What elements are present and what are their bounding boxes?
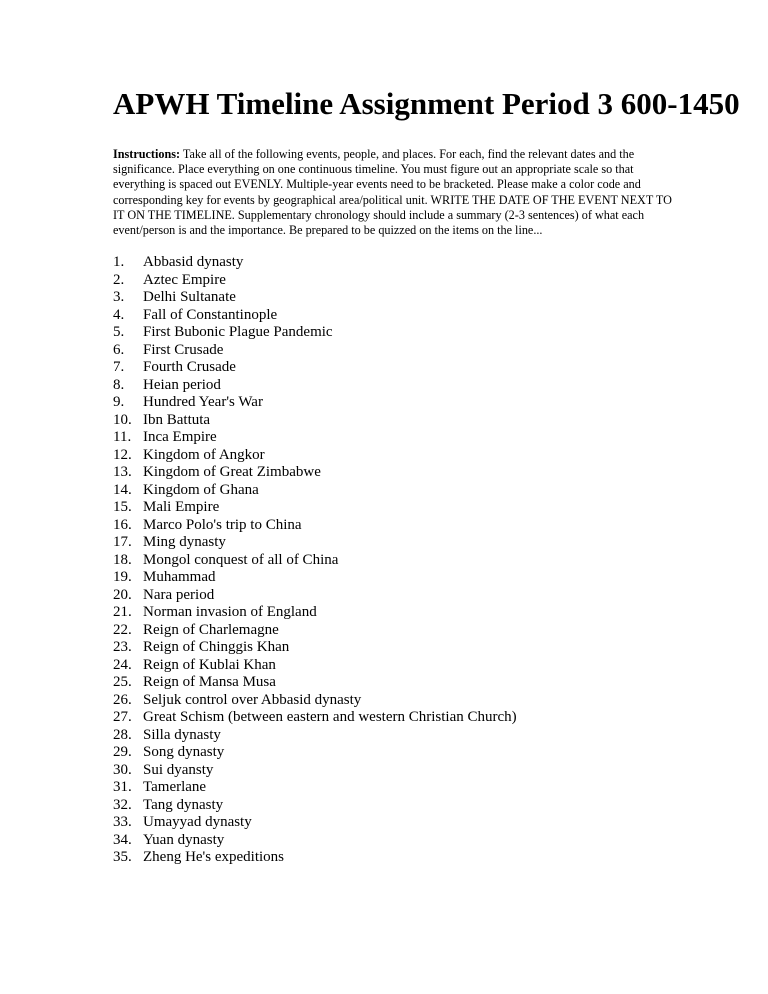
list-item xyxy=(113,587,517,605)
list-item xyxy=(113,797,517,815)
list-item-text: Kingdom of Ghana xyxy=(143,481,259,498)
list-item-text: Delhi Sultanate xyxy=(143,289,236,305)
list-item-text: Reign of Chinggis Khan xyxy=(143,639,290,655)
list-item xyxy=(113,674,517,692)
list-item xyxy=(113,324,517,342)
list-item-text: Zheng He's expeditions xyxy=(143,849,285,865)
instructions-text: Take all of the following events, people, and places. For each, find the relevant dates and the significance. Place everything on one continuous timeline. You must figure out an appropriate scale so that everything is spaced out EVENLY. Multiple-year events need to be bracketed. Please make a color code and corresponding key for events by geographical area/political unit. WRITE THE DATE OF THE EVENT NEXT TO IT ON THE TIMELINE. Supplementary chronology should include a summary (2-3 sentences) of what each event/person is and the importance. Be prepared to be quizzed on the items on the line... xyxy=(113,147,672,238)
list-item-text: Marco Polo's trip to China xyxy=(143,516,302,533)
list-item-number: 30. xyxy=(113,761,132,778)
list-item-text: First Crusade xyxy=(143,341,224,358)
list-item-number: 27. xyxy=(113,709,132,725)
page-title: APWH Timeline Assignment Period 3 600-1450 xyxy=(113,86,740,121)
list-item xyxy=(113,552,517,570)
list-item xyxy=(113,499,517,517)
list-item xyxy=(113,464,517,482)
list-item-number: 34. xyxy=(113,831,132,848)
list-item xyxy=(113,762,517,780)
list-item-number: 11. xyxy=(113,429,132,445)
list-item xyxy=(113,254,517,272)
list-item-number: 9. xyxy=(113,394,125,410)
list-item-number: 25. xyxy=(113,674,132,690)
list-item xyxy=(113,692,517,710)
list-item xyxy=(113,429,517,447)
list-item-number: 13. xyxy=(113,464,132,480)
list-item-text: Mongol conquest of all of China xyxy=(143,551,339,568)
list-item-text: Yuan dynasty xyxy=(143,831,225,848)
list-item-number: 6. xyxy=(113,341,125,358)
list-item-number: 23. xyxy=(113,639,132,655)
list-item-number: 21. xyxy=(113,604,132,620)
list-item-text: Reign of Charlemagne xyxy=(143,621,279,638)
list-item-number: 17. xyxy=(113,534,132,550)
list-item xyxy=(113,412,517,430)
list-item-text: Abbasid dynasty xyxy=(143,254,244,270)
list-item-number: 19. xyxy=(113,569,132,585)
list-item xyxy=(113,307,517,325)
list-item-number: 14. xyxy=(113,481,132,498)
list-item-text: Silla dynasty xyxy=(143,726,221,743)
list-item-text: Ibn Battuta xyxy=(143,411,211,428)
list-item-number: 10. xyxy=(113,411,132,428)
list-item-number: 33. xyxy=(113,814,132,830)
list-item-text: Heian period xyxy=(143,376,221,393)
list-item xyxy=(113,342,517,360)
list-item-number: 4. xyxy=(113,306,125,323)
list-item-text: Norman invasion of England xyxy=(143,604,317,620)
list-item-text: Aztec Empire xyxy=(143,271,226,288)
list-item xyxy=(113,534,517,552)
list-item xyxy=(113,482,517,500)
list-item xyxy=(113,377,517,395)
list-item xyxy=(113,359,517,377)
list-item-number: 31. xyxy=(113,779,132,795)
list-item-text: Umayyad dynasty xyxy=(143,814,252,830)
list-item-text: Sui dyansty xyxy=(143,761,214,778)
list-item xyxy=(113,272,517,290)
list-item-number: 32. xyxy=(113,796,132,813)
list-item xyxy=(113,744,517,762)
list-item-text: Kingdom of Angkor xyxy=(143,446,265,463)
list-item-text: Nara period xyxy=(143,586,215,603)
list-item xyxy=(113,639,517,657)
list-item xyxy=(113,447,517,465)
list-item xyxy=(113,394,517,412)
list-item-number: 28. xyxy=(113,726,132,743)
list-item xyxy=(113,814,517,832)
list-item xyxy=(113,709,517,727)
list-item-number: 7. xyxy=(113,359,125,375)
list-item-text: Fourth Crusade xyxy=(143,359,236,375)
list-item-number: 12. xyxy=(113,446,132,463)
list-item-text: Song dynasty xyxy=(143,744,225,760)
list-item xyxy=(113,622,517,640)
list-item xyxy=(113,727,517,745)
list-item-text: Mali Empire xyxy=(143,499,220,515)
list-item-number: 1. xyxy=(113,254,125,270)
list-item-text: First Bubonic Plague Pandemic xyxy=(143,324,333,340)
list-item-number: 35. xyxy=(113,849,132,865)
list-item xyxy=(113,849,517,867)
list-item-number: 26. xyxy=(113,691,132,708)
list-item xyxy=(113,517,517,535)
list-item-number: 2. xyxy=(113,271,125,288)
list-item-text: Fall of Constantinople xyxy=(143,306,278,323)
list-item-number: 16. xyxy=(113,516,132,533)
list-item xyxy=(113,604,517,622)
list-item-text: Kingdom of Great Zimbabwe xyxy=(143,464,321,480)
list-item-text: Tamerlane xyxy=(143,779,207,795)
list-item xyxy=(113,569,517,587)
list-item-text: Great Schism (between eastern and western Christian Church) xyxy=(143,709,517,725)
list-item-number: 15. xyxy=(113,499,132,515)
instructions-paragraph xyxy=(113,147,673,238)
list-item-text: Muhammad xyxy=(143,569,216,585)
list-item-text: Tang dynasty xyxy=(143,796,224,813)
list-item xyxy=(113,779,517,797)
list-item-number: 5. xyxy=(113,324,125,340)
list-item-number: 18. xyxy=(113,551,132,568)
timeline-items-list xyxy=(113,254,517,867)
list-item-number: 20. xyxy=(113,586,132,603)
list-item xyxy=(113,657,517,675)
list-item-number: 29. xyxy=(113,744,132,760)
list-item-text: Reign of Mansa Musa xyxy=(143,674,276,690)
list-item-text: Ming dynasty xyxy=(143,534,226,550)
list-item xyxy=(113,832,517,850)
list-item-text: Reign of Kublai Khan xyxy=(143,656,276,673)
list-item-text: Inca Empire xyxy=(143,429,217,445)
list-item-number: 3. xyxy=(113,289,125,305)
list-item-number: 8. xyxy=(113,376,125,393)
list-item-number: 24. xyxy=(113,656,132,673)
list-item xyxy=(113,289,517,307)
list-item-text: Seljuk control over Abbasid dynasty xyxy=(143,691,362,708)
list-item-number: 22. xyxy=(113,621,132,638)
list-item-text: Hundred Year's War xyxy=(143,394,263,410)
instructions-label: Instructions: xyxy=(113,147,181,161)
